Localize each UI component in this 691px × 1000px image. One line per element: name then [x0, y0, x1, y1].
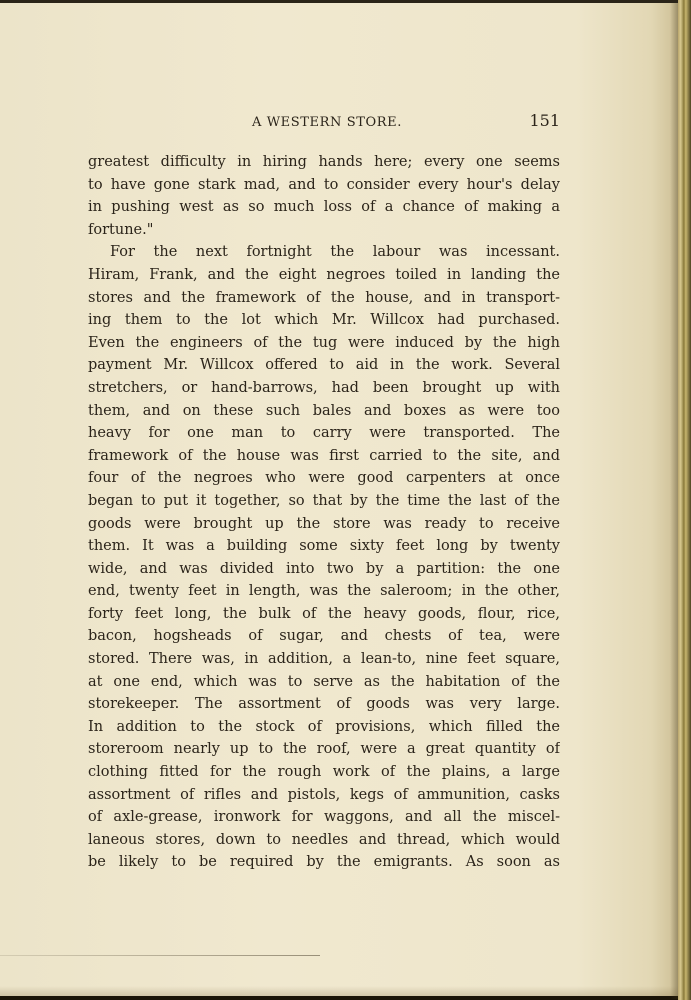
paragraph-2 [88, 241, 560, 874]
text-line: stretchers, or hand-barrows, had been brought up with [88, 379, 560, 396]
text-line: them, and on these such bales and boxes as were too [88, 402, 560, 419]
text-line: payment Mr. Willcox offered to aid in the work. Several [88, 357, 560, 374]
text-line: greatest difficulty in hiring hands here; every one seems [88, 154, 560, 170]
text-line: Even the engineers of the tug were induced by the high [88, 334, 560, 351]
text-line: end, twenty feet in length, was the saleroom; in the other, [88, 583, 560, 600]
text-line: stored. There was, in addition, a lean-to, nine feet square, [88, 651, 560, 668]
gutter-shadow [670, 3, 678, 999]
text-line: wide, and was divided into two by a partition: the one [88, 560, 560, 577]
text-line: in pushing west as so much loss of a chance of making a [88, 199, 560, 216]
body-text [88, 151, 560, 874]
text-line: framework of the house was first carried to the site, and [88, 447, 560, 464]
page-header [88, 111, 560, 135]
text-line: Hiram, Frank, and the eight negroes toiled in landing the [88, 266, 560, 283]
text-line: bacon, hogsheads of sugar, and chests of tea, were [88, 628, 560, 645]
text-line: stores and the framework of the house, and in transport- [88, 289, 560, 306]
page-edge [678, 0, 691, 1000]
text-line: fortune." [88, 221, 154, 238]
text-line: at one end, which was to serve as the habitation of the [88, 673, 560, 690]
text-line: heavy for one man to carry were transported. The [88, 425, 560, 442]
text-line: of axle-grease, ironwork for waggons, and all the miscel- [88, 809, 560, 826]
text-line: began to put it together, so that by the time the last of the [88, 492, 560, 509]
text-line: clothing fitted for the rough work of the plains, a large [88, 764, 560, 781]
text-line: goods were brought up the store was ready to receive [88, 515, 560, 532]
text-line: be likely to be required by the emigrants. As soon as [88, 854, 560, 871]
text-line: storeroom nearly up to the roof, were a great quantity of [88, 741, 560, 758]
text-line: them. It was a building some sixty feet long by twenty [88, 538, 560, 555]
bottom-rule [0, 955, 320, 956]
text-line: assortment of rifles and pistols, kegs of ammunition, casks [88, 786, 560, 803]
page-number: 151 [529, 111, 560, 130]
text-line: four of the negroes who were good carpenters at once [88, 470, 560, 487]
text-line: forty feet long, the bulk of the heavy goods, flour, rice, [88, 605, 560, 622]
text-line: ing them to the lot which Mr. Willcox had purchased. [88, 312, 560, 329]
paragraph-1 [88, 151, 560, 241]
text-line: storekeeper. The assortment of goods was very large. [88, 696, 560, 713]
bottom-shade [0, 986, 678, 996]
text-line: laneous stores, down to needles and thread, which would [88, 831, 560, 848]
text-line: to have gone stark mad, and to consider every hour's delay [88, 176, 560, 193]
text-line: For the next fortnight the labour was incessant. [110, 244, 560, 261]
running-title: A WESTERN STORE. [252, 115, 402, 130]
text-line: In addition to the stock of provisions, which filled the [88, 718, 560, 735]
